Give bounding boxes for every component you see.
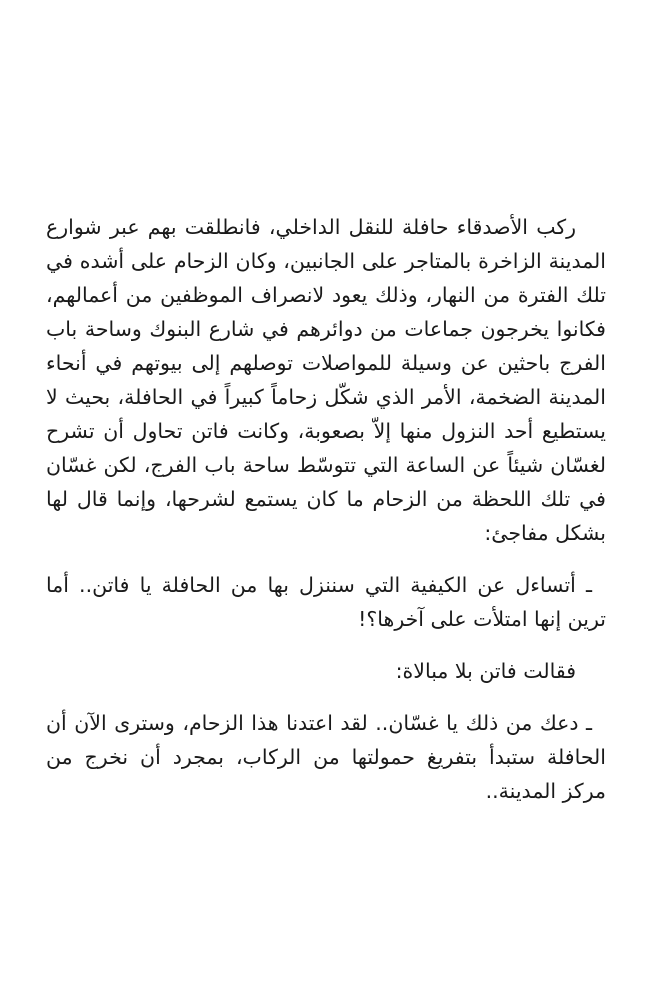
page-text	[46, 210, 606, 808]
paragraph-narration-faten: فقالت فاتن بلا مبالاة:	[395, 659, 576, 683]
paragraph-dialogue-faten: ـ دعك من ذلك يا غسّان.. لقد اعتدنا هذا الزحام، وسترى الآن أن الحافلة ستبدأ بتفريغ حمولتها من الركاب، بمجرد أن نخرج من مركز المدينة..	[46, 711, 606, 803]
paragraph-narration-intro: ركب الأصدقاء حافلة للنقل الداخلي، فانطلقت بهم عبر شوارع المدينة الزاخرة بالمتاجر على الجانبين، وكان الزحام على أشده في تلك الفترة من النهار، وذلك يعود لانصراف الموظفين من أعمالهم، فكانوا يخرجون جماعات من دوائرهم في شارع البنوك وساحة باب الفرج باحثين عن وسيلة للمواصلات توصلهم إلى بيوتهم في أنحاء المدينة الضخمة، الأمر الذي شكّل زحاماً كبيراً في الحافلة، بحيث لا يستطيع أحد النزول منها إلاّ بصعوبة، وكانت فاتن تحاول أن تشرح لغسّان شيئاً عن الساعة التي تتوسّط ساحة باب الفرج، لكن غسّان في تلك اللحظة من الزحام ما كان يستمع لشرحها، وإنما قال لها بشكل مفاجئ:	[46, 215, 606, 545]
paragraph-dialogue-ghassan: ـ أتساءل عن الكيفية التي سننزل بها من الحافلة يا فاتن.. أما ترين إنها امتلأت على آخرها؟!	[46, 573, 606, 631]
